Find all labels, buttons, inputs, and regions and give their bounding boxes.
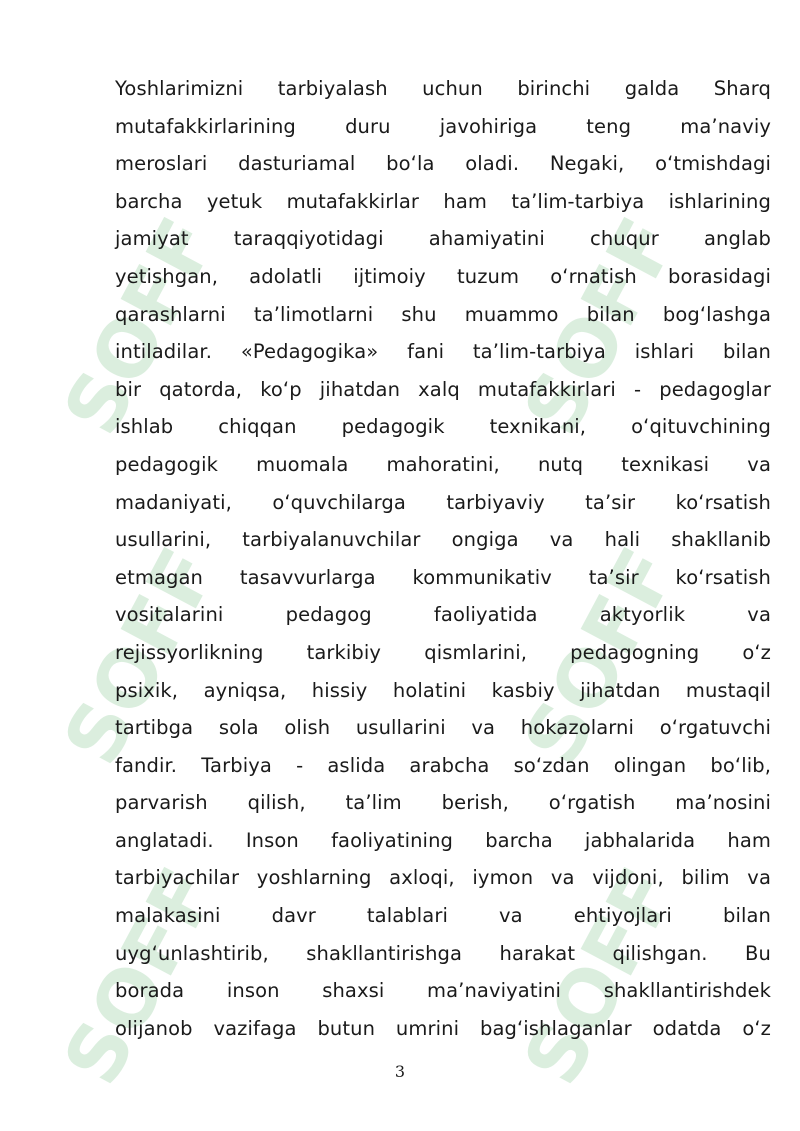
text-line: parvarish qilish, ta’lim berish, o‘rgatish ma’nosini	[115, 791, 771, 815]
text-line: psixik, ayniqsa, hissiy holatini kasbiy jihatdan mustaqil	[115, 678, 771, 702]
svg-text:SOFF: SOFF	[47, 854, 235, 1099]
text-line: borada inson shaxsi ma’naviyatini shakllantirishdek	[115, 979, 771, 1003]
text-line: meroslari dasturiamal bo‘la oladi. Negaki, o‘tmishdagi	[115, 152, 771, 176]
page-number: 3	[394, 1062, 406, 1081]
text-line: rejissyorlikning tarkibiy qismlarini, pedagogning o‘z	[115, 640, 771, 664]
svg-text:SOFF: SOFF	[507, 534, 695, 779]
text-line: jamiyat taraqqiyotidagi ahamiyatini chuqur anglab	[115, 227, 771, 251]
text-line: fandir. Tarbiya - aslida arabcha so‘zdan olingan bo‘lib,	[115, 753, 771, 777]
text-line: intiladilar. «Pedagogika» fani ta’lim-tarbiya ishlari bilan	[115, 340, 771, 364]
svg-text:SOFF: SOFF	[47, 534, 235, 779]
svg-text:SOFF: SOFF	[47, 204, 235, 449]
svg-text:SOFF: SOFF	[507, 204, 695, 449]
text-line: malakasini davr talablari va ehtiyojlari bilan	[115, 904, 771, 928]
text-line: uyg‘unlashtirib, shakllantirishga harakat qilishgan. Bu	[115, 941, 771, 965]
text-line: qarashlarni ta’limotlarni shu muammo bilan bog‘lashga	[115, 302, 771, 326]
text-line: tarbiyachilar yoshlarning axloqi, iymon va vijdoni, bilim va	[115, 866, 771, 890]
text-line: yetishgan, adolatli ijtimoiy tuzum o‘rnatish borasidagi	[115, 264, 771, 288]
text-line: bir qatorda, ko‘p jihatdan xalq mutafakkirlari - pedagoglar	[115, 377, 771, 401]
text-line: etmagan tasavvurlarga kommunikativ ta’sir ko‘rsatish	[115, 565, 771, 589]
text-line: barcha yetuk mutafakkirlar ham ta’lim-tarbiya ishlarining	[115, 189, 771, 213]
text-line: pedagogik muomala mahoratini, nutq texnikasi va	[115, 452, 771, 476]
text-line: olijanob vazifaga butun umrini bag‘ishlaganlar odatda o‘z	[115, 1016, 771, 1040]
text-line: mutafakkirlarining duru javohiriga teng ma’naviy	[115, 114, 771, 138]
document-body	[115, 70, 771, 1047]
text-line: ishlab chiqqan pedagogik texnikani, o‘qituvchining	[115, 415, 771, 439]
text-line: vositalarini pedagog faoliyatida aktyorlik va	[115, 603, 771, 627]
svg-text:SOFF: SOFF	[507, 854, 695, 1099]
text-line: anglatadi. Inson faoliyatining barcha jabhalarida ham	[115, 828, 771, 852]
text-line: tartibga sola olish usullarini va hokazolarni o‘rgatuvchi	[115, 716, 771, 740]
text-line: usullarini, tarbiyalanuvchilar ongiga va hali shakllanib	[115, 528, 771, 552]
text-line: Yoshlarimizni tarbiyalash uchun birinchi galda Sharq	[115, 77, 771, 100]
text-line: madaniyati, o‘quvchilarga tarbiyaviy ta’sir ko‘rsatish	[115, 490, 771, 514]
